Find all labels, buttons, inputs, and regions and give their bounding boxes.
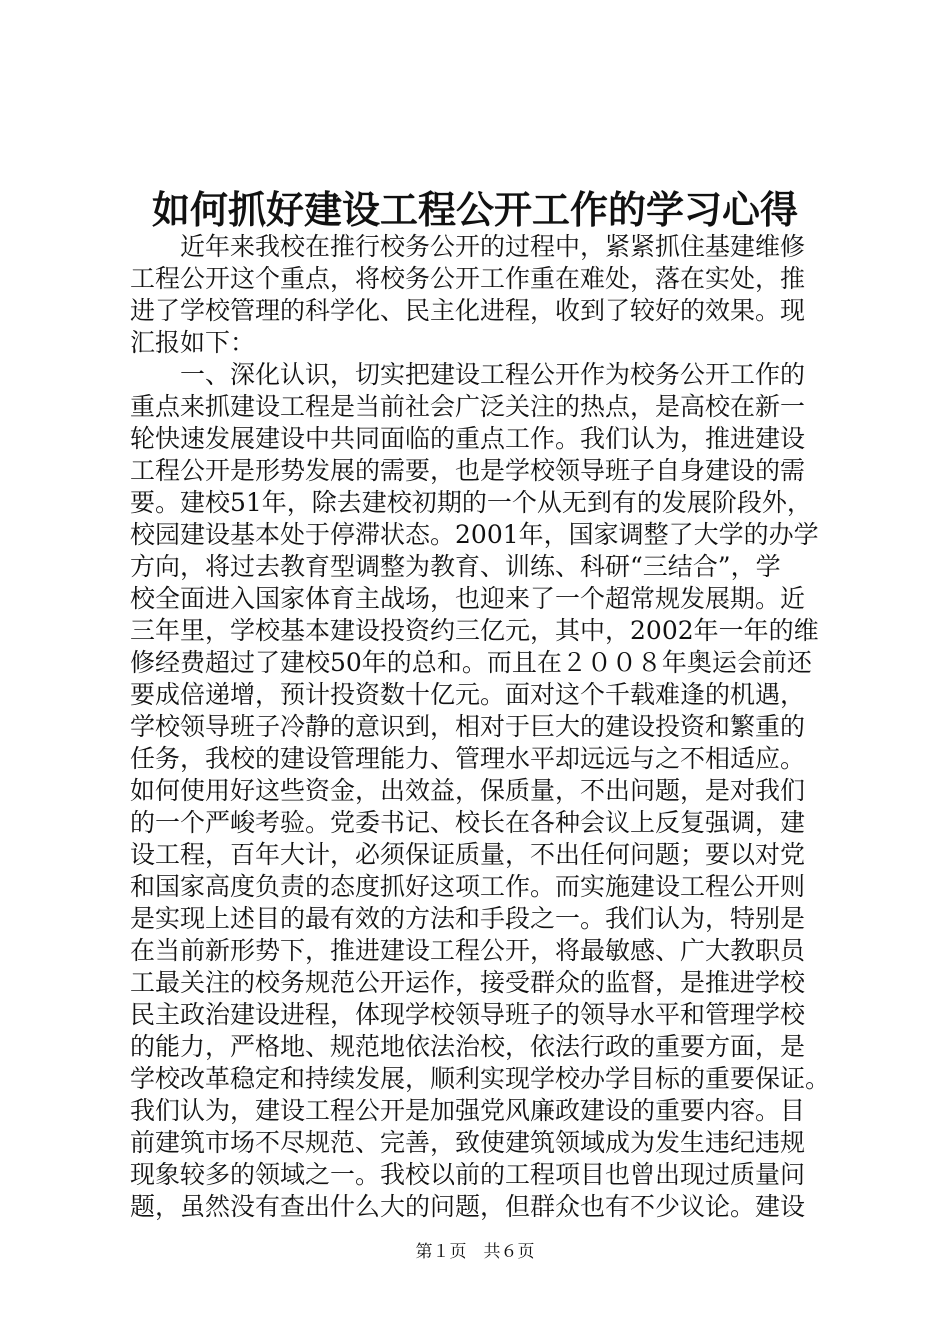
- text-line: 三年里，学校基本建设投资约三亿元，其中，2002年一年的维: [130, 616, 819, 645]
- text-line: 校园建设基本处于停滞状态。2001年，国家调整了大学的办学: [130, 520, 819, 549]
- text-line: 要。建校51年，除去建校初期的一个从无到有的发展阶段外，: [130, 488, 812, 517]
- text-line: 近年来我校在推行校务公开的过程中，紧紧抓住基建维修: [130, 232, 806, 261]
- page-title: 如何抓好建设工程公开工作的学习心得: [151, 187, 798, 232]
- text-line: 轮快速发展建设中共同面临的重点工作。我们认为，推进建设: [130, 424, 806, 453]
- text-line: 是实现上述目的最有效的方法和手段之一。我们认为，特别是: [130, 904, 806, 933]
- text-line: 方向，将过去教育型调整为教育、训练、科研“三结合”，学: [130, 552, 781, 581]
- text-line: 在当前新形势下，推进建设工程公开，将最敏感、广大教职员: [130, 936, 806, 965]
- text-line: 前建筑市场不尽规范、完善，致使建筑领域成为发生违纪违规: [130, 1128, 806, 1157]
- text-line: 工程公开是形势发展的需要，也是学校领导班子自身建设的需: [130, 456, 806, 485]
- text-line: 校全面进入国家体育主战场，也迎来了一个超常规发展期。近: [130, 584, 806, 613]
- text-line: 要成倍递增，预计投资数十亿元。面对这个千载难逢的机遇，: [130, 680, 806, 709]
- text-line: 和国家高度负责的态度抓好这项工作。而实施建设工程公开则: [130, 872, 806, 901]
- text-line: 修经费超过了建校50年的总和。而且在２００８年奥运会前还: [130, 648, 812, 677]
- text-line: 工程公开这个重点，将校务公开工作重在难处，落在实处，推: [130, 264, 806, 293]
- text-line: 学校领导班子冷静的意识到，相对于巨大的建设投资和繁重的: [130, 712, 806, 741]
- text-line: 进了学校管理的科学化、民主化进程，收到了较好的效果。现: [130, 296, 806, 325]
- text-line: 工最关注的校务规范公开运作，接受群众的监督，是推进学校: [130, 968, 806, 997]
- page-footer: 第１页 共６页: [415, 1242, 535, 1262]
- text-line: 题，虽然没有查出什么大的问题，但群众也有不少议论。建设: [130, 1192, 806, 1221]
- text-line: 如何使用好这些资金，出效益，保质量，不出问题，是对我们: [130, 776, 806, 805]
- text-line: 任务，我校的建设管理能力、管理水平却远远与之不相适应。: [130, 744, 806, 773]
- text-line: 学校改革稳定和持续发展，顺利实现学校办学目标的重要保证。: [130, 1064, 831, 1093]
- text-line: 民主政治建设进程，体现学校领导班子的领导水平和管理学校: [130, 1000, 806, 1029]
- text-line: 的能力，严格地、规范地依法治校，依法行政的重要方面，是: [130, 1032, 806, 1061]
- document-body: [130, 231, 850, 1223]
- text-line: 重点来抓建设工程是当前社会广泛关注的热点，是高校在新一: [130, 392, 806, 421]
- text-line: 现象较多的领域之一。我校以前的工程项目也曾出现过质量问: [130, 1160, 806, 1189]
- text-line: 一、深化认识，切实把建设工程公开作为校务公开工作的: [130, 360, 806, 389]
- text-line: 设工程，百年大计，必须保证质量，不出任何问题；要以对党: [130, 840, 806, 869]
- text-line: 我们认为，建设工程公开是加强党风廉政建设的重要内容。目: [130, 1096, 806, 1125]
- text-line: 汇报如下：: [130, 328, 256, 357]
- text-line: 的一个严峻考验。党委书记、校长在各种会议上反复强调，建: [130, 808, 806, 837]
